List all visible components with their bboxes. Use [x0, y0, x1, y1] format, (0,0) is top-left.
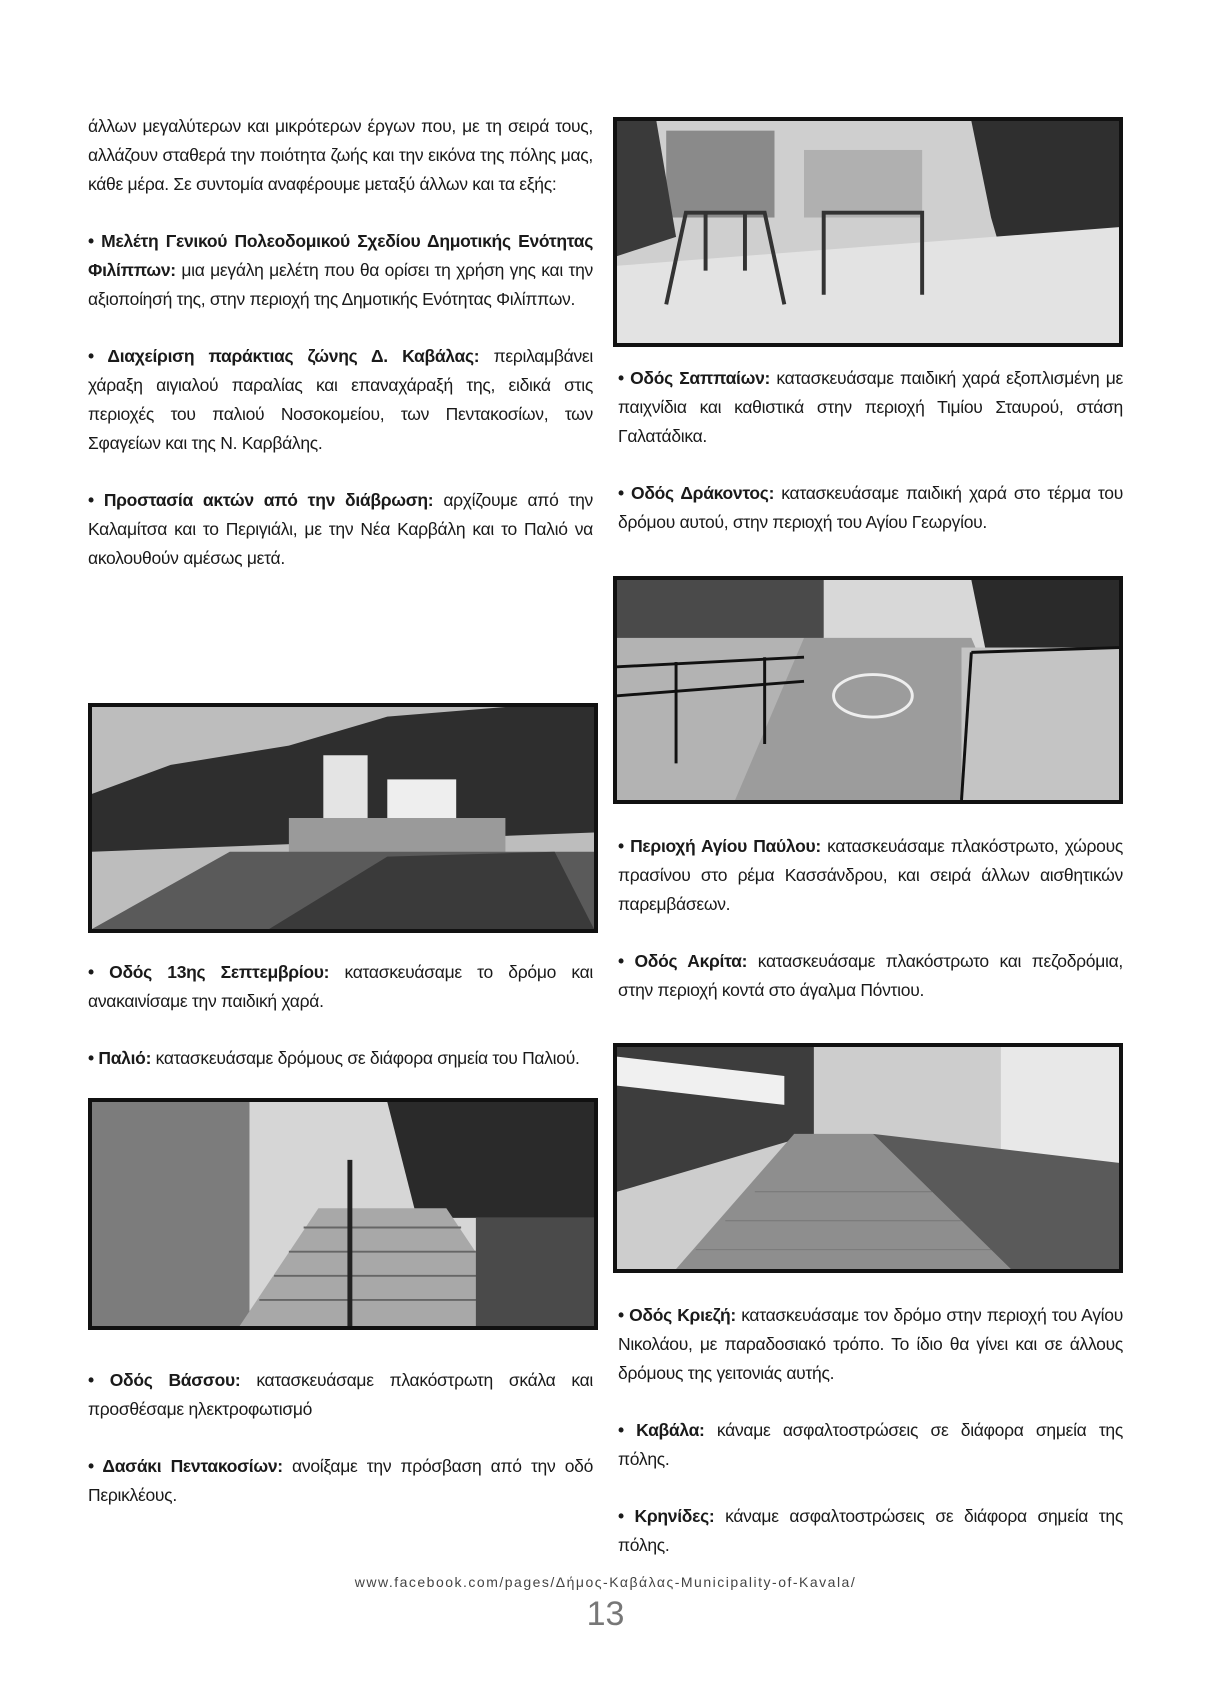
photo-kriezi-street — [613, 1043, 1123, 1273]
photo-sappaion-playground — [613, 117, 1123, 347]
item-erosion — [88, 486, 593, 573]
item-title: • Κρηνίδες: — [618, 1506, 715, 1526]
item-text: κατασκευάσαμε παιδική χαρά εξοπλισμένη με παιχνίδια και καθιστικά στην περιοχή Τιμίου Σταυρού, στάση Γαλατάδικα. — [618, 368, 1123, 446]
item-text: κατασκευάσαμε πλακόστρωτη σκάλα και προσθέσαμε ηλεκτροφωτισμό — [88, 1370, 593, 1419]
item-text: μια μεγάλη μελέτη που θα ορίσει τη χρήση γης και την αξιοποίησή της, στην περιοχή της Δημοτικής Ενότητας Φιλίππων. — [88, 260, 593, 309]
item-vassou — [88, 1366, 593, 1424]
item-title: • Μελέτη Γενικού Πολεοδομικού Σχεδίου Δημοτικής Ενότητας Φιλίππων: — [88, 231, 593, 280]
item-agiou-pavlou — [618, 832, 1123, 919]
item-coastal-zone — [88, 342, 593, 458]
item-text: ανοίξαμε την πρόσβαση από την οδό Περικλέους. — [88, 1456, 594, 1505]
photo-vassou-stairs — [88, 1098, 598, 1330]
item-text: αρχίζουμε από την Καλαμίτσα και το Περιγιάλι, με την Νέα Καρβάλη και το Παλιό να ακολουθούν αμέσως μετά. — [88, 490, 593, 568]
photo-13-september-street — [88, 703, 598, 933]
item-title: • Οδός 13ης Σεπτεμβρίου: — [88, 962, 330, 982]
photo-agiou-pavlou-street — [613, 576, 1123, 804]
item-text: κατασκευάσαμε παιδική χαρά στο τέρμα του δρόμου αυτού, στην περιοχή του Αγίου Γεωργίου. — [618, 483, 1123, 532]
page-number: 13 — [586, 1595, 625, 1633]
item-title: • Οδός Κριεζή: — [618, 1305, 736, 1325]
item-title: • Περιοχή Αγίου Παύλου: — [618, 836, 821, 856]
item-text: κατασκευάσαμε πλακόστρωτο, χώρους πρασίνου στο ρέμα Κασσάνδρου, και σειρά άλλων αισθητικών παρεμβάσεων. — [618, 836, 1123, 914]
item-text: περιλαμβάνει χάραξη αιγιαλού παραλίας και επαναχάραξή της, ειδικά στις περιοχές του παλιού Νοσοκομείου, των Πεντακοσίων, των Σφαγείων και της Ν. Καρβάλης. — [88, 346, 593, 453]
item-13-september — [88, 958, 593, 1016]
item-drakontos — [618, 479, 1123, 537]
item-dasaki — [88, 1452, 593, 1510]
item-title: • Διαχείριση παράκτιας ζώνης Δ. Καβάλας: — [88, 346, 480, 366]
left-column-bottom — [88, 1366, 593, 1538]
item-text: κάναμε ασφαλτοστρώσεις σε διάφορα σημεία της πόλης. — [618, 1420, 1124, 1469]
item-krinides — [618, 1502, 1123, 1560]
item-title: • Οδός Ακρίτα: — [618, 951, 748, 971]
item-text: κάναμε ασφαλτοστρώσεις σε διάφορα σημεία της πόλης. — [618, 1506, 1123, 1555]
item-title: • Οδός Δράκοντος: — [618, 483, 775, 503]
item-title: • Οδός Σαππαίων: — [618, 368, 771, 388]
item-kavala — [618, 1416, 1123, 1474]
item-title: • Οδός Βάσσου: — [88, 1370, 241, 1390]
item-title: • Καβάλα: — [618, 1420, 705, 1440]
item-palio — [88, 1044, 593, 1073]
intro-paragraph: άλλων μεγαλύτερων και μικρότερων έργων που, με τη σειρά τους, αλλάζουν σταθερά την ποιότητα ζωής και την εικόνα της πόλης μας, κάθε μέρα. Σε συντομία αναφέρουμε μεταξύ άλλων και τα εξής: — [88, 116, 593, 194]
footer-facebook-url[interactable]: www.facebook.com/pages/Δήμος-Καβάλας-Municipality-of-Kavala/ — [354, 1574, 857, 1590]
left-column-mid — [88, 958, 593, 1101]
right-column-c — [618, 1301, 1123, 1588]
item-kriezi — [618, 1301, 1123, 1388]
right-column-b — [618, 832, 1123, 1033]
item-text: κατασκευάσαμε δρόμους σε διάφορα σημεία του Παλιού. — [151, 1048, 580, 1068]
item-text: κατασκευάσαμε πλακόστρωτο και πεζοδρόμια, στην περιοχή κοντά στο άγαλμα Πόντιου. — [618, 951, 1123, 1000]
item-gps-filippoi — [88, 227, 593, 314]
right-column-a — [618, 364, 1123, 565]
item-title: • Δασάκι Πεντακοσίων: — [88, 1456, 283, 1476]
item-title: • Παλιό: — [88, 1048, 152, 1068]
item-akrita — [618, 947, 1123, 1005]
item-sappaion — [618, 364, 1123, 451]
item-text: κατασκευάσαμε το δρόμο και ανακαινίσαμε την παιδική χαρά. — [88, 962, 593, 1011]
item-title: • Προστασία ακτών από την διάβρωση: — [88, 490, 434, 510]
item-text: κατασκευάσαμε τον δρόμο στην περιοχή του Αγίου Νικολάου, με παραδοσιακό τρόπο. Το ίδιο θα γίνει και σε άλλους δρόμους της γειτονιάς αυτής. — [618, 1305, 1123, 1383]
left-column-top — [88, 112, 593, 601]
